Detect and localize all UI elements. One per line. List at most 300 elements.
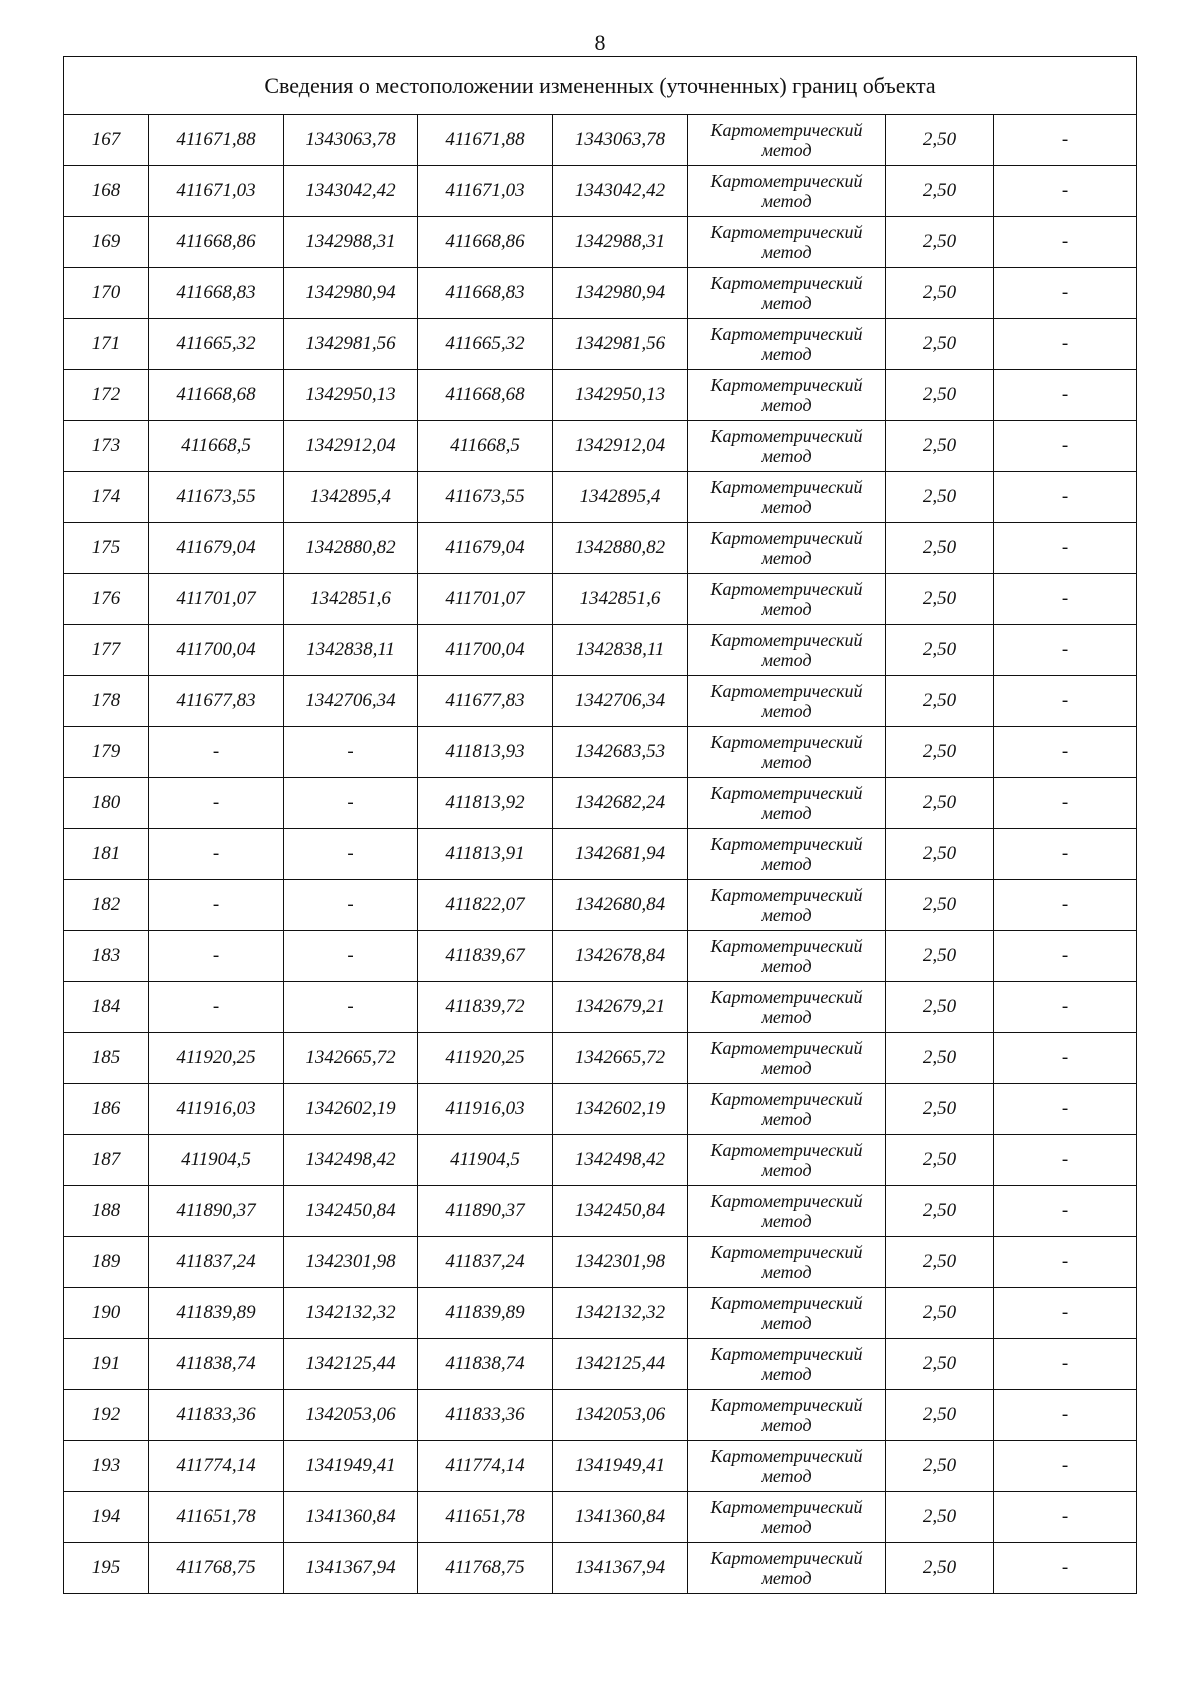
x-refined-cell: 411668,68 (418, 370, 553, 421)
method-line-1: Картометрический (710, 681, 863, 701)
method-line-1: Картометрический (710, 732, 863, 752)
method-cell (688, 1084, 886, 1135)
x-refined-cell: 411920,25 (418, 1033, 553, 1084)
method-line-2: метод (761, 548, 812, 568)
method-line-1: Картометрический (710, 885, 863, 905)
point-number-cell: 181 (64, 829, 149, 880)
method-line-2: метод (761, 1160, 812, 1180)
x-refined-cell: 411813,91 (418, 829, 553, 880)
y-existing-cell: - (284, 931, 418, 982)
method-cell (688, 829, 886, 880)
accuracy-cell: 2,50 (886, 880, 994, 931)
method-cell (688, 1033, 886, 1084)
method-cell (688, 472, 886, 523)
accuracy-cell: 2,50 (886, 268, 994, 319)
y-existing-cell: - (284, 829, 418, 880)
method-line-2: метод (761, 242, 812, 262)
x-refined-cell: 411668,86 (418, 217, 553, 268)
note-cell: - (994, 319, 1137, 370)
method-cell (688, 676, 886, 727)
table-row (64, 319, 1137, 370)
note-cell: - (994, 625, 1137, 676)
y-refined-cell: 1342838,11 (553, 625, 688, 676)
y-existing-cell: 1342950,13 (284, 370, 418, 421)
method-line-2: метод (761, 497, 812, 517)
x-refined-cell: 411768,75 (418, 1543, 553, 1594)
method-cell (688, 625, 886, 676)
y-existing-cell: 1342665,72 (284, 1033, 418, 1084)
point-number-cell: 192 (64, 1390, 149, 1441)
method-line-1: Картометрический (710, 1497, 863, 1517)
table-row (64, 625, 1137, 676)
accuracy-cell: 2,50 (886, 574, 994, 625)
table-row (64, 1135, 1137, 1186)
table-row (64, 1084, 1137, 1135)
x-existing-cell: 411671,03 (149, 166, 284, 217)
method-line-2: метод (761, 1415, 812, 1435)
accuracy-cell: 2,50 (886, 1237, 994, 1288)
x-refined-cell: 411671,88 (418, 115, 553, 166)
y-existing-cell: 1341367,94 (284, 1543, 418, 1594)
method-cell (688, 523, 886, 574)
x-existing-cell: 411904,5 (149, 1135, 284, 1186)
x-refined-cell: 411700,04 (418, 625, 553, 676)
y-refined-cell: 1342602,19 (553, 1084, 688, 1135)
accuracy-cell: 2,50 (886, 421, 994, 472)
note-cell: - (994, 472, 1137, 523)
x-existing-cell: 411668,5 (149, 421, 284, 472)
boundary-coordinates-table (63, 56, 1137, 1594)
method-line-2: метод (761, 1568, 812, 1588)
y-existing-cell: 1342706,34 (284, 676, 418, 727)
accuracy-cell: 2,50 (886, 778, 994, 829)
accuracy-cell: 2,50 (886, 931, 994, 982)
method-line-1: Картометрический (710, 120, 863, 140)
accuracy-cell: 2,50 (886, 523, 994, 574)
x-existing-cell: 411671,88 (149, 115, 284, 166)
x-refined-cell: 411651,78 (418, 1492, 553, 1543)
x-refined-cell: 411668,83 (418, 268, 553, 319)
method-line-1: Картометрический (710, 1548, 863, 1568)
note-cell: - (994, 1033, 1137, 1084)
method-line-2: метод (761, 650, 812, 670)
note-cell: - (994, 523, 1137, 574)
note-cell: - (994, 166, 1137, 217)
table-row (64, 523, 1137, 574)
method-cell (688, 115, 886, 166)
y-existing-cell: 1342838,11 (284, 625, 418, 676)
method-line-2: метод (761, 854, 812, 874)
method-cell (688, 574, 886, 625)
method-cell (688, 166, 886, 217)
table-row (64, 931, 1137, 982)
method-line-2: метод (761, 395, 812, 415)
y-existing-cell: 1342498,42 (284, 1135, 418, 1186)
x-refined-cell: 411839,72 (418, 982, 553, 1033)
y-existing-cell: - (284, 982, 418, 1033)
method-line-1: Картометрический (710, 1140, 863, 1160)
y-refined-cell: 1342450,84 (553, 1186, 688, 1237)
point-number-cell: 184 (64, 982, 149, 1033)
method-line-1: Картометрический (710, 1293, 863, 1313)
y-refined-cell: 1342498,42 (553, 1135, 688, 1186)
method-cell (688, 1390, 886, 1441)
y-existing-cell: 1341360,84 (284, 1492, 418, 1543)
method-line-2: метод (761, 1262, 812, 1282)
method-cell (688, 319, 886, 370)
method-line-2: метод (761, 701, 812, 721)
x-existing-cell: - (149, 778, 284, 829)
table-row (64, 166, 1137, 217)
accuracy-cell: 2,50 (886, 1492, 994, 1543)
method-line-2: метод (761, 1109, 812, 1129)
x-refined-cell: 411839,89 (418, 1288, 553, 1339)
table-row (64, 1033, 1137, 1084)
x-refined-cell: 411813,93 (418, 727, 553, 778)
x-existing-cell: - (149, 931, 284, 982)
y-refined-cell: 1342912,04 (553, 421, 688, 472)
accuracy-cell: 2,50 (886, 1135, 994, 1186)
table-row (64, 574, 1137, 625)
x-existing-cell: 411651,78 (149, 1492, 284, 1543)
method-line-1: Картометрический (710, 1191, 863, 1211)
note-cell: - (994, 1288, 1137, 1339)
table-row (64, 421, 1137, 472)
x-existing-cell: 411768,75 (149, 1543, 284, 1594)
accuracy-cell: 2,50 (886, 1186, 994, 1237)
y-refined-cell: 1342980,94 (553, 268, 688, 319)
point-number-cell: 167 (64, 115, 149, 166)
point-number-cell: 168 (64, 166, 149, 217)
point-number-cell: 177 (64, 625, 149, 676)
note-cell: - (994, 676, 1137, 727)
method-cell (688, 1441, 886, 1492)
method-line-1: Картометрический (710, 1344, 863, 1364)
y-refined-cell: 1342981,56 (553, 319, 688, 370)
x-refined-cell: 411839,67 (418, 931, 553, 982)
note-cell: - (994, 1390, 1137, 1441)
x-refined-cell: 411668,5 (418, 421, 553, 472)
x-refined-cell: 411904,5 (418, 1135, 553, 1186)
method-line-2: метод (761, 1313, 812, 1333)
note-cell: - (994, 1084, 1137, 1135)
accuracy-cell: 2,50 (886, 982, 994, 1033)
x-refined-cell: 411677,83 (418, 676, 553, 727)
point-number-cell: 172 (64, 370, 149, 421)
point-number-cell: 183 (64, 931, 149, 982)
y-refined-cell: 1341367,94 (553, 1543, 688, 1594)
x-existing-cell: - (149, 829, 284, 880)
x-existing-cell: - (149, 727, 284, 778)
accuracy-cell: 2,50 (886, 1441, 994, 1492)
point-number-cell: 193 (64, 1441, 149, 1492)
method-line-2: метод (761, 344, 812, 364)
method-cell (688, 982, 886, 1033)
note-cell: - (994, 421, 1137, 472)
y-refined-cell: 1342679,21 (553, 982, 688, 1033)
method-cell (688, 1543, 886, 1594)
method-line-2: метод (761, 446, 812, 466)
method-cell (688, 268, 886, 319)
x-existing-cell: 411701,07 (149, 574, 284, 625)
x-refined-cell: 411673,55 (418, 472, 553, 523)
accuracy-cell: 2,50 (886, 319, 994, 370)
table-row (64, 778, 1137, 829)
method-line-1: Картометрический (710, 477, 863, 497)
table-row (64, 829, 1137, 880)
note-cell: - (994, 778, 1137, 829)
method-cell (688, 727, 886, 778)
page-number: 8 (594, 30, 606, 55)
method-line-2: метод (761, 140, 812, 160)
method-cell (688, 1339, 886, 1390)
table-row (64, 217, 1137, 268)
x-existing-cell: - (149, 982, 284, 1033)
x-existing-cell: - (149, 880, 284, 931)
x-refined-cell: 411838,74 (418, 1339, 553, 1390)
x-refined-cell: 411679,04 (418, 523, 553, 574)
table-row (64, 472, 1137, 523)
method-line-2: метод (761, 599, 812, 619)
y-existing-cell: 1342895,4 (284, 472, 418, 523)
x-refined-cell: 411833,36 (418, 1390, 553, 1441)
y-refined-cell: 1342880,82 (553, 523, 688, 574)
table-caption-row (64, 57, 1137, 115)
y-refined-cell: 1342706,34 (553, 676, 688, 727)
note-cell: - (994, 1441, 1137, 1492)
method-cell (688, 370, 886, 421)
x-existing-cell: 411839,89 (149, 1288, 284, 1339)
note-cell: - (994, 880, 1137, 931)
method-line-1: Картометрический (710, 936, 863, 956)
x-existing-cell: 411890,37 (149, 1186, 284, 1237)
y-refined-cell: 1342988,31 (553, 217, 688, 268)
x-existing-cell: 411920,25 (149, 1033, 284, 1084)
y-existing-cell: 1342450,84 (284, 1186, 418, 1237)
accuracy-cell: 2,50 (886, 370, 994, 421)
y-existing-cell: 1343063,78 (284, 115, 418, 166)
method-line-2: метод (761, 905, 812, 925)
x-existing-cell: 411774,14 (149, 1441, 284, 1492)
point-number-cell: 169 (64, 217, 149, 268)
method-cell (688, 217, 886, 268)
y-refined-cell: 1342132,32 (553, 1288, 688, 1339)
y-refined-cell: 1342665,72 (553, 1033, 688, 1084)
method-line-2: метод (761, 191, 812, 211)
method-cell (688, 1492, 886, 1543)
y-existing-cell: 1342980,94 (284, 268, 418, 319)
table-row (64, 727, 1137, 778)
point-number-cell: 195 (64, 1543, 149, 1594)
method-line-1: Картометрический (710, 1446, 863, 1466)
note-cell: - (994, 1237, 1137, 1288)
x-existing-cell: 411665,32 (149, 319, 284, 370)
method-line-1: Картометрический (710, 783, 863, 803)
method-line-2: метод (761, 752, 812, 772)
y-existing-cell: 1342981,56 (284, 319, 418, 370)
x-existing-cell: 411668,86 (149, 217, 284, 268)
y-existing-cell: 1342132,32 (284, 1288, 418, 1339)
table-row (64, 1288, 1137, 1339)
accuracy-cell: 2,50 (886, 727, 994, 778)
accuracy-cell: 2,50 (886, 472, 994, 523)
method-line-2: метод (761, 1058, 812, 1078)
y-refined-cell: 1342683,53 (553, 727, 688, 778)
x-existing-cell: 411700,04 (149, 625, 284, 676)
table-row (64, 1237, 1137, 1288)
point-number-cell: 187 (64, 1135, 149, 1186)
x-existing-cell: 411668,83 (149, 268, 284, 319)
point-number-cell: 173 (64, 421, 149, 472)
point-number-cell: 188 (64, 1186, 149, 1237)
method-cell (688, 778, 886, 829)
x-refined-cell: 411916,03 (418, 1084, 553, 1135)
y-refined-cell: 1342301,98 (553, 1237, 688, 1288)
point-number-cell: 186 (64, 1084, 149, 1135)
accuracy-cell: 2,50 (886, 625, 994, 676)
x-existing-cell: 411668,68 (149, 370, 284, 421)
method-line-1: Картометрический (710, 273, 863, 293)
y-refined-cell: 1342950,13 (553, 370, 688, 421)
note-cell: - (994, 1492, 1137, 1543)
method-line-2: метод (761, 293, 812, 313)
method-line-1: Картометрический (710, 1395, 863, 1415)
method-line-1: Картометрический (710, 324, 863, 344)
x-existing-cell: 411679,04 (149, 523, 284, 574)
method-line-1: Картометрический (710, 171, 863, 191)
y-refined-cell: 1341949,41 (553, 1441, 688, 1492)
method-line-2: метод (761, 1466, 812, 1486)
method-line-1: Картометрический (710, 834, 863, 854)
note-cell: - (994, 727, 1137, 778)
method-cell (688, 1135, 886, 1186)
y-refined-cell: 1342851,6 (553, 574, 688, 625)
accuracy-cell: 2,50 (886, 829, 994, 880)
point-number-cell: 180 (64, 778, 149, 829)
x-refined-cell: 411774,14 (418, 1441, 553, 1492)
point-number-cell: 190 (64, 1288, 149, 1339)
method-line-1: Картометрический (710, 375, 863, 395)
x-refined-cell: 411822,07 (418, 880, 553, 931)
y-refined-cell: 1343063,78 (553, 115, 688, 166)
accuracy-cell: 2,50 (886, 166, 994, 217)
x-refined-cell: 411890,37 (418, 1186, 553, 1237)
method-line-2: метод (761, 1517, 812, 1537)
note-cell: - (994, 1339, 1137, 1390)
y-existing-cell: - (284, 727, 418, 778)
point-number-cell: 179 (64, 727, 149, 778)
accuracy-cell: 2,50 (886, 1033, 994, 1084)
method-cell (688, 1237, 886, 1288)
method-cell (688, 1186, 886, 1237)
method-line-1: Картометрический (710, 222, 863, 242)
method-cell (688, 1288, 886, 1339)
note-cell: - (994, 217, 1137, 268)
accuracy-cell: 2,50 (886, 1288, 994, 1339)
table-row (64, 1186, 1137, 1237)
point-number-cell: 189 (64, 1237, 149, 1288)
table-caption: Сведения о местоположении измененных (уточненных) границ объекта (64, 57, 1137, 115)
method-line-2: метод (761, 956, 812, 976)
x-existing-cell: 411677,83 (149, 676, 284, 727)
table-row (64, 115, 1137, 166)
y-refined-cell: 1342053,06 (553, 1390, 688, 1441)
note-cell: - (994, 931, 1137, 982)
note-cell: - (994, 574, 1137, 625)
point-number-cell: 178 (64, 676, 149, 727)
y-existing-cell: 1342988,31 (284, 217, 418, 268)
y-existing-cell: 1342602,19 (284, 1084, 418, 1135)
y-existing-cell: 1342851,6 (284, 574, 418, 625)
accuracy-cell: 2,50 (886, 1543, 994, 1594)
point-number-cell: 176 (64, 574, 149, 625)
table-row (64, 268, 1137, 319)
y-refined-cell: 1342682,24 (553, 778, 688, 829)
point-number-cell: 171 (64, 319, 149, 370)
point-number-cell: 182 (64, 880, 149, 931)
x-refined-cell: 411665,32 (418, 319, 553, 370)
y-refined-cell: 1342680,84 (553, 880, 688, 931)
method-line-1: Картометрический (710, 579, 863, 599)
accuracy-cell: 2,50 (886, 217, 994, 268)
x-existing-cell: 411837,24 (149, 1237, 284, 1288)
table-row (64, 1390, 1137, 1441)
y-existing-cell: - (284, 778, 418, 829)
x-existing-cell: 411916,03 (149, 1084, 284, 1135)
note-cell: - (994, 829, 1137, 880)
point-number-cell: 175 (64, 523, 149, 574)
accuracy-cell: 2,50 (886, 676, 994, 727)
accuracy-cell: 2,50 (886, 1390, 994, 1441)
table-row (64, 1543, 1137, 1594)
x-refined-cell: 411813,92 (418, 778, 553, 829)
note-cell: - (994, 370, 1137, 421)
method-line-2: метод (761, 1007, 812, 1027)
accuracy-cell: 2,50 (886, 1084, 994, 1135)
note-cell: - (994, 982, 1137, 1033)
x-existing-cell: 411838,74 (149, 1339, 284, 1390)
method-line-1: Картометрический (710, 1089, 863, 1109)
x-refined-cell: 411671,03 (418, 166, 553, 217)
y-existing-cell: 1341949,41 (284, 1441, 418, 1492)
method-line-2: метод (761, 1211, 812, 1231)
y-existing-cell: 1342880,82 (284, 523, 418, 574)
accuracy-cell: 2,50 (886, 115, 994, 166)
point-number-cell: 191 (64, 1339, 149, 1390)
y-refined-cell: 1342125,44 (553, 1339, 688, 1390)
table-row (64, 1441, 1137, 1492)
method-line-1: Картометрический (710, 987, 863, 1007)
y-existing-cell: 1342301,98 (284, 1237, 418, 1288)
table-row (64, 880, 1137, 931)
table-row (64, 1492, 1137, 1543)
method-line-1: Картометрический (710, 1038, 863, 1058)
point-number-cell: 170 (64, 268, 149, 319)
method-line-1: Картометрический (710, 426, 863, 446)
x-existing-cell: 411673,55 (149, 472, 284, 523)
table-row (64, 1339, 1137, 1390)
y-refined-cell: 1342895,4 (553, 472, 688, 523)
method-line-1: Картометрический (710, 1242, 863, 1262)
y-refined-cell: 1342678,84 (553, 931, 688, 982)
y-existing-cell: 1342912,04 (284, 421, 418, 472)
note-cell: - (994, 1543, 1137, 1594)
table-row (64, 982, 1137, 1033)
table-row (64, 370, 1137, 421)
note-cell: - (994, 1186, 1137, 1237)
y-refined-cell: 1343042,42 (553, 166, 688, 217)
point-number-cell: 194 (64, 1492, 149, 1543)
